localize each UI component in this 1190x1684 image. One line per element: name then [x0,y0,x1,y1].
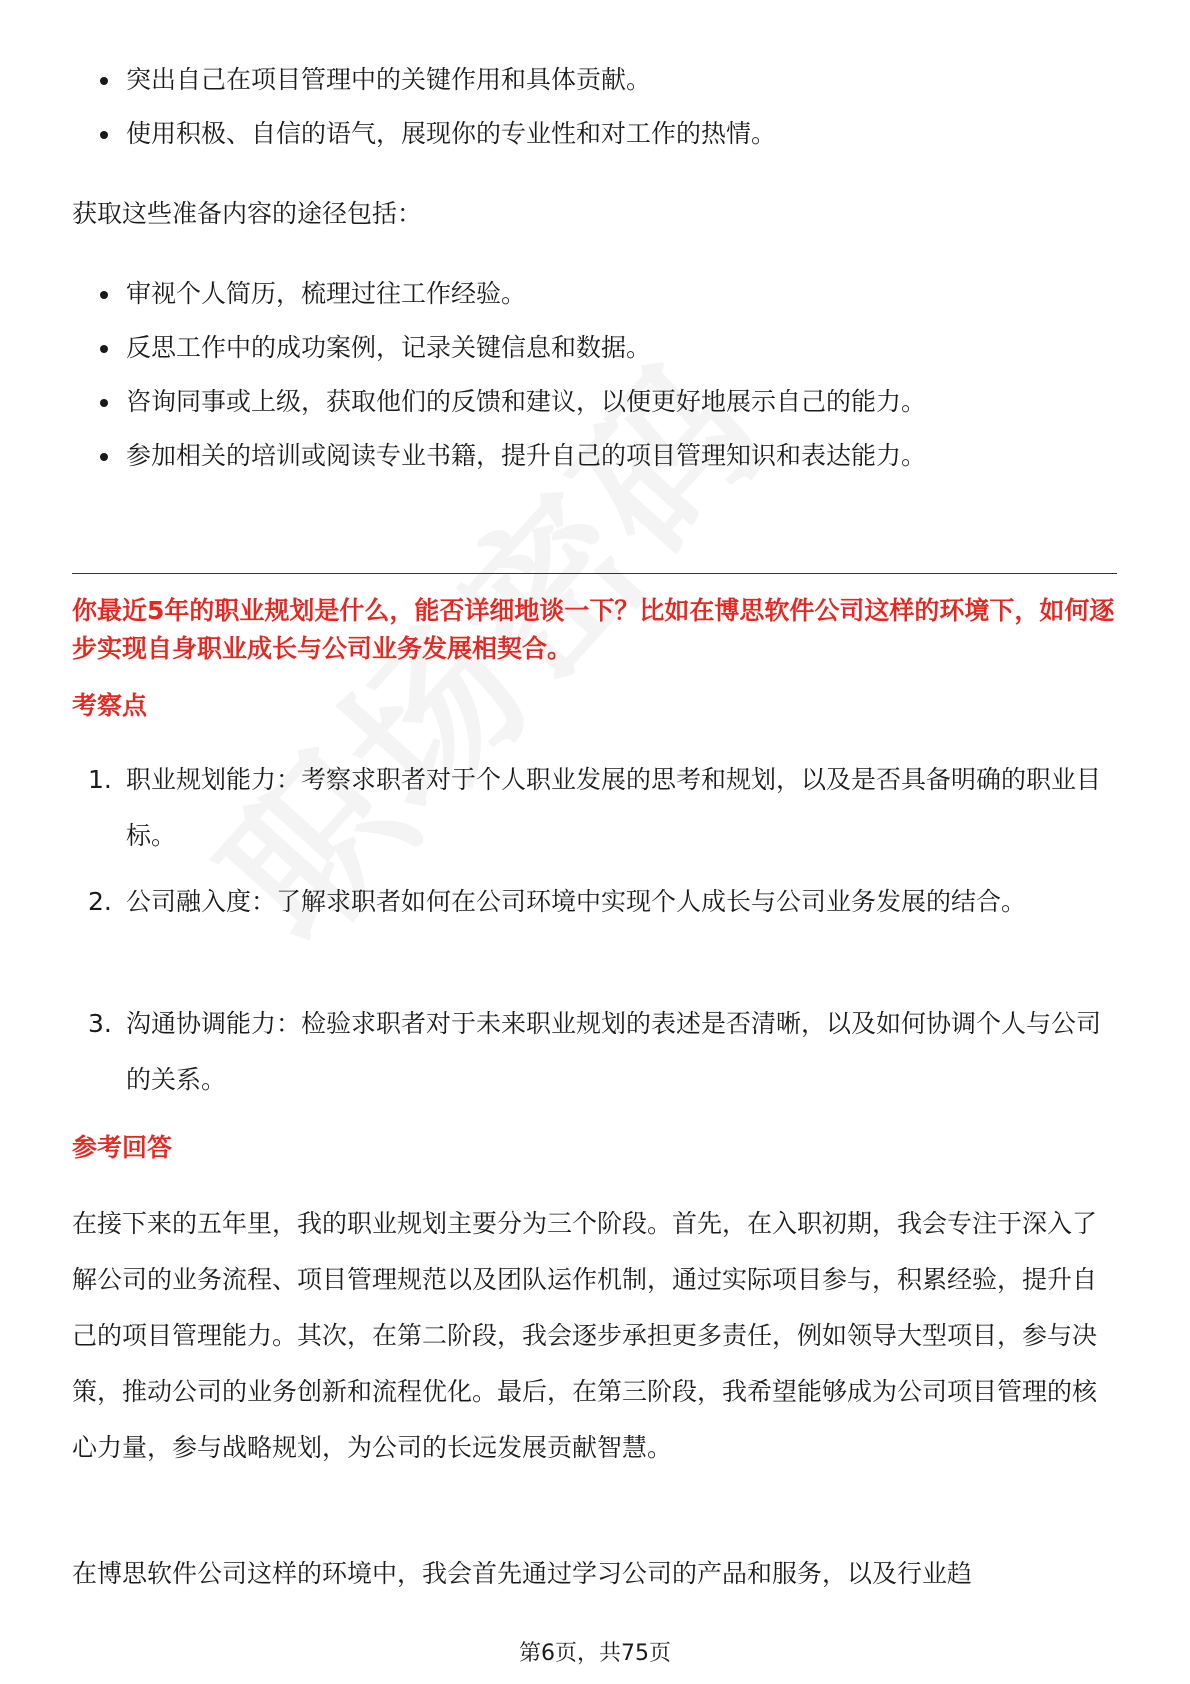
answer-heading: 参考回答 [72,1133,173,1162]
list-item: 审视个人简历，梳理过往工作经验。 [126,276,1116,312]
answer-paragraph: 在博思软件公司这样的环境中，我会首先通过学习公司的产品和服务，以及行业趋 [72,1559,973,1588]
assess-point-text: 职业规划能力：考察求职者对于个人职业发展的思考和规划，以及是否具备明确的职业目标。 [126,765,1102,850]
interview-question: 你最近5年的职业规划是什么，能否详细地谈一下？比如在博思软件公司这样的环境下，如何逐步实现自身职业成长与公司业务发展相契合。 [72,596,1115,663]
assess-point-number: 2. [88,887,112,916]
list-item: 参加相关的培训或阅读专业书籍，提升自己的项目管理知识和表达能力。 [126,438,1116,474]
assess-point [88,996,1118,1108]
assess-heading: 考察点 [72,691,148,720]
assess-point-number: 1. [88,765,112,794]
answer-paragraph: 在接下来的五年里，我的职业规划主要分为三个阶段。首先，在入职初期，我会专注于深入了解公司的业务流程、项目管理规范以及团队运作机制，通过实际项目参与，积累经验，提升自己的项目管理能力。其次，在第二阶段，我会逐步承担更多责任，例如领导大型项目，参与决策，推动公司的业务创新和流程优化。最后，在第三阶段，我希望能够成为公司项目管理的核心力量，参与战略规划，为公司的长远发展贡献智慧。 [72,1209,1098,1462]
page-footer: 第6页，共75页 [519,1641,671,1666]
list-item: 突出自己在项目管理中的关键作用和具体贡献。 [126,62,1116,98]
list-item: 反思工作中的成功案例，记录关键信息和数据。 [126,330,1116,366]
list-item: 使用积极、自信的语气，展现你的专业性和对工作的热情。 [126,116,1116,152]
assess-point-text: 沟通协调能力：检验求职者对于未来职业规划的表述是否清晰，以及如何协调个人与公司的关系。 [126,1009,1102,1094]
assess-point-number: 3. [88,1009,112,1038]
assess-point [88,752,1118,864]
assess-point [88,874,1118,930]
sources-intro: 获取这些准备内容的途径包括： [72,199,423,228]
list-item: 咨询同事或上级，获取他们的反馈和建议，以便更好地展示自己的能力。 [126,384,1116,420]
assess-point-text: 公司融入度：了解求职者如何在公司环境中实现个人成长与公司业务发展的结合。 [126,887,1027,916]
section-divider [72,573,1117,574]
